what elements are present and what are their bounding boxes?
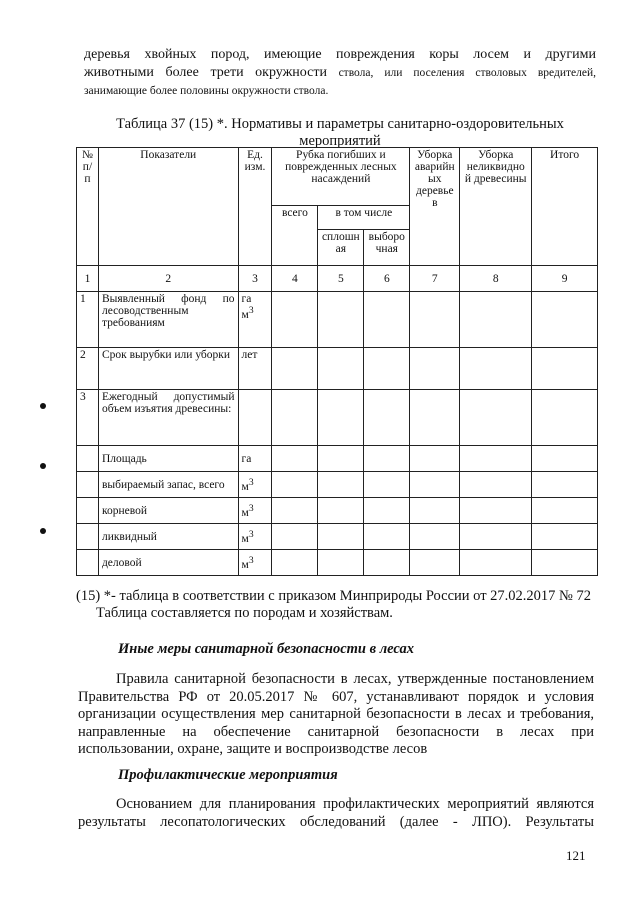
header-num: № п/п <box>77 148 99 266</box>
row-label: Ежегодный допустимый объем изъятия древесины: <box>98 390 238 446</box>
footnote-line-2: Таблица составляется по породам и хозяйствам. <box>96 605 393 621</box>
preventive-paragraph: Основанием для планирования профилактических мероприятий являются результаты лесопатологических обследований (далее - ЛПО). Результаты <box>78 796 594 830</box>
table-row <box>77 498 598 524</box>
row-unit: $м^3$ <box>238 498 272 524</box>
section-heading-preventive: Профилактические мероприятия <box>118 767 338 783</box>
row-num: 2 <box>77 348 99 390</box>
row-unit: га $м^3$ <box>238 292 272 348</box>
page-number: 121 <box>566 848 586 863</box>
col-number: 8 <box>460 266 532 292</box>
header-indicators: Показатели <box>98 148 238 266</box>
row-unit: $м^3$ <box>238 524 272 550</box>
row-label: ликвидный <box>98 524 238 550</box>
header-total-sub: всего <box>272 206 318 266</box>
row-unit: $м^3$ <box>238 550 272 576</box>
row-label: выбираемый запас, всего <box>98 472 238 498</box>
binder-hole-dot <box>40 463 46 469</box>
binder-hole-dot <box>40 528 46 534</box>
row-label: корневой <box>98 498 238 524</box>
intro-line-3: занимающие более половины окружности ствола. <box>84 85 329 97</box>
intro-line-2 <box>84 64 596 82</box>
row-num <box>77 550 99 576</box>
row-label: деловой <box>98 550 238 576</box>
header-unmarketable: Уборка неликвидно й древесины <box>460 148 532 266</box>
header-felling: Рубка погибших и поврежденных лесных насаждений <box>272 148 410 206</box>
col-number: 9 <box>532 266 598 292</box>
row-num: 3 <box>77 390 99 446</box>
intro-paragraph <box>84 46 596 100</box>
row-unit <box>238 390 272 446</box>
table-footnote <box>76 588 606 622</box>
footnote-line-1: (15) *- таблица в соответствии с приказом Минприроды России от 27.02.2017 № 72 <box>76 588 591 604</box>
table-caption: Таблица 37 (15) *. Нормативы и параметры санитарно-оздоровительных мероприятий <box>116 116 564 149</box>
col-number: 2 <box>98 266 238 292</box>
header-unit: Ед. изм. <box>238 148 272 266</box>
col-number: 7 <box>410 266 460 292</box>
row-num <box>77 446 99 472</box>
row-label: Срок вырубки или уборки <box>98 348 238 390</box>
row-unit: га <box>238 446 272 472</box>
table-row <box>77 292 598 348</box>
header-emergency: Уборка аварийн ых деревье в <box>410 148 460 266</box>
row-unit: лет <box>238 348 272 390</box>
row-label: Площадь <box>98 446 238 472</box>
col-number: 3 <box>238 266 272 292</box>
norms-table <box>76 147 598 576</box>
sanitary-paragraph: Правила санитарной безопасности в лесах, утвержденные постановлением Правительства РФ от 20.05.2017 № 607, устанавливают порядок и условия организации осуществления мер санитарной безопасности в лесах и требования, направленные на обеспечение санитарной безопасности в лесах при использовании, охране, защите и воспроизводстве лесов <box>78 671 594 757</box>
table-row <box>77 446 598 472</box>
row-num <box>77 472 99 498</box>
table-row <box>77 348 598 390</box>
col-number: 1 <box>77 266 99 292</box>
header-itogo: Итого <box>532 148 598 266</box>
header-selective: выборо чная <box>364 230 410 266</box>
intro-line-1: деревья хвойных пород, имеющие повреждения коры лосем и другими <box>84 47 596 62</box>
col-number: 4 <box>272 266 318 292</box>
header-including: в том числе <box>318 206 410 230</box>
row-label: Выявленный фонд по лесоводственным требованиям <box>98 292 238 348</box>
row-num <box>77 498 99 524</box>
table-row <box>77 524 598 550</box>
binder-hole-dot <box>40 403 46 409</box>
intro-line-2b: ствола, или поселения стволовых вредителей, <box>338 67 596 79</box>
table-row <box>77 472 598 498</box>
table-row <box>77 550 598 576</box>
col-number-row <box>77 266 598 292</box>
row-unit: $м^3$ <box>238 472 272 498</box>
table-row <box>77 390 598 446</box>
col-number: 6 <box>364 266 410 292</box>
header-clear: сплошн ая <box>318 230 364 266</box>
section-heading-sanitary: Иные меры санитарной безопасности в лесах <box>118 641 414 657</box>
row-num <box>77 524 99 550</box>
row-num: 1 <box>77 292 99 348</box>
col-number: 5 <box>318 266 364 292</box>
intro-line-2a: животными более трети окружности <box>84 65 327 80</box>
